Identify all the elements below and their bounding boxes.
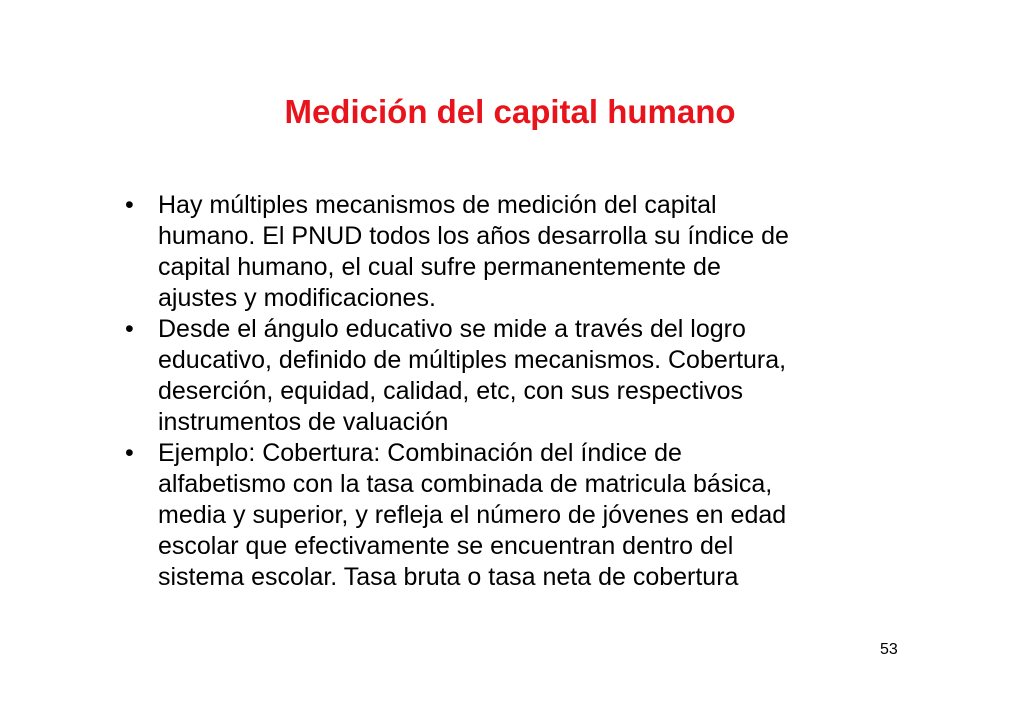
- bullet-item: [122, 190, 922, 314]
- bullet-line: educativo, definido de múltiples mecanismos. Cobertura,: [158, 346, 787, 374]
- bullet-item: [122, 314, 922, 438]
- bullet-line: Desde el ángulo educativo se mide a través del logro: [158, 315, 746, 343]
- bullet-line: deserción, equidad, calidad, etc, con sus respectivos: [158, 377, 744, 405]
- bullet-line: humano. El PNUD todos los años desarrolla su índice de: [158, 222, 789, 250]
- bullet-marker: •: [125, 315, 134, 343]
- bullet-text: [158, 190, 922, 314]
- bullet-line: instrumentos de valuación: [158, 408, 449, 436]
- bullet-text: [158, 438, 922, 593]
- bullet-line: Hay múltiples mecanismos de medición del capital: [158, 191, 717, 219]
- bullet-line: media y superior, y refleja el número de jóvenes en edad: [158, 501, 787, 529]
- bullet-line: escolar que efectivamente se encuentran dentro del: [158, 532, 734, 560]
- bullet-text: [158, 314, 922, 438]
- bullet-item: [122, 438, 922, 593]
- bullet-line: sistema escolar. Tasa bruta o tasa neta de cobertura: [158, 563, 739, 591]
- bullet-marker: •: [125, 191, 134, 219]
- bullet-marker: •: [125, 439, 134, 467]
- bullet-line: capital humano, el cual sufre permanentemente de: [158, 253, 721, 281]
- bullet-line: alfabetismo con la tasa combinada de matricula básica,: [158, 470, 773, 498]
- slide-title: Medición del capital humano: [284, 93, 736, 130]
- page-number: 53: [880, 641, 898, 658]
- bullet-line: ajustes y modificaciones.: [158, 284, 436, 312]
- bullet-line: Ejemplo: Cobertura: Combinación del índice de: [158, 439, 682, 467]
- bullet-list: [122, 190, 922, 593]
